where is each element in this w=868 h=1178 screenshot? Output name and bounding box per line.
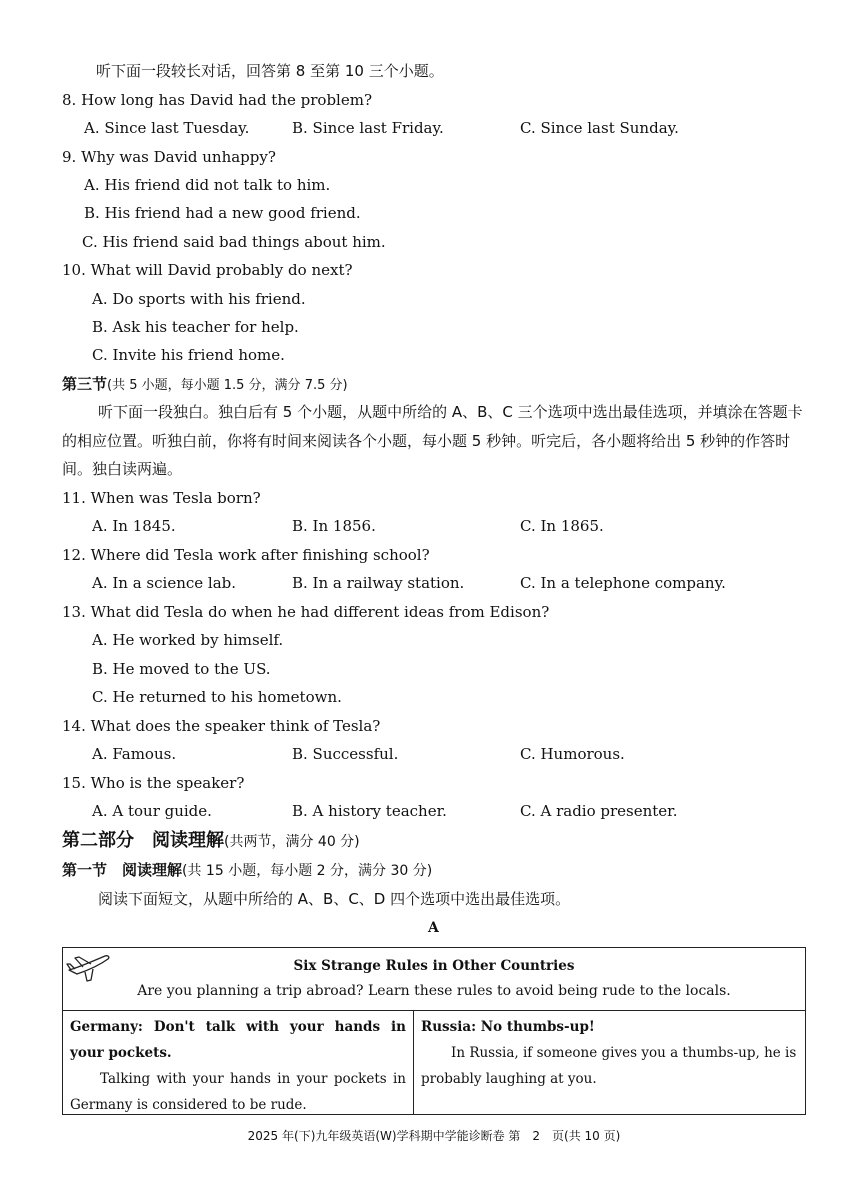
question-8: 8. How long has David had the problem? — [62, 91, 372, 109]
dialogue-intro: 听下面一段较长对话，回答第 8 至第 10 三个小题。 — [96, 62, 444, 80]
section-3-note: (共 5 小题，每小题 1.5 分，满分 7.5 分) — [107, 378, 348, 393]
question-14: 14. What does the speaker think of Tesla? — [62, 717, 381, 735]
page-footer: 2025 年(下)九年级英语(W)学科期中学能诊断卷 第 2 页(共 10 页) — [247, 1129, 621, 1143]
question-11: 11. When was Tesla born? — [62, 489, 261, 507]
germany-rule-cell — [63, 1010, 414, 1114]
reading-instructions: 阅读下面短文，从题中所给的 A、B、C、D 四个选项中选出最佳选项。 — [98, 890, 571, 908]
rules-table-title: Six Strange Rules in Other Countries — [293, 958, 575, 974]
q8-option-c: C. Since last Sunday. — [520, 119, 679, 137]
q12-option-b: B. In a railway station. — [292, 574, 465, 592]
q14-option-c: C. Humorous. — [520, 745, 625, 763]
q9-option-c: C. His friend said bad things about him. — [82, 233, 386, 251]
part-2-note: (共两节，满分 40 分) — [224, 834, 360, 850]
rules-table-subtitle: Are you planning a trip abroad? Learn these rules to avoid being rude to the locals. — [137, 983, 731, 999]
question-13: 13. What did Tesla do when he had different ideas from Edison? — [62, 603, 550, 621]
question-9: 9. Why was David unhappy? — [62, 148, 276, 166]
section-3-header — [62, 374, 348, 396]
q14-option-a: A. Famous. — [92, 745, 177, 763]
q12-option-a: A. In a science lab. — [92, 574, 237, 592]
q15-option-c: C. A radio presenter. — [520, 802, 678, 820]
q15-option-a: A. A tour guide. — [92, 802, 212, 820]
germany-rule-body: Talking with your hands in your pockets in Germany is considered to be rude. — [70, 1071, 406, 1113]
q11-option-b: B. In 1856. — [292, 517, 376, 535]
reading-section-title: 第一节 阅读理解 — [62, 861, 183, 879]
reading-section-header — [62, 860, 432, 881]
q10-option-a: A. Do sports with his friend. — [92, 290, 306, 308]
passage-label: A — [428, 920, 439, 936]
q11-option-c: C. In 1865. — [520, 517, 604, 535]
part-2-title: 第二部分 阅读理解 — [62, 830, 224, 851]
germany-rule-heading: Germany: Don't talk with your hands in your pockets. — [70, 1019, 406, 1061]
section-3-instructions: 听下面一段独白。独白后有 5 个小题，从题中所给的 A、B、C 三个选项中选出最佳选项，并填涂在答题卡的相应位置。听独白前，你将有时间来阅读各个小题，每小题 5 秒钟。听完后，各小题将给出 5 秒钟的作答时间。独白读两遍。 — [62, 403, 803, 478]
question-10: 10. What will David probably do next? — [62, 261, 353, 279]
q13-option-a: A. He worked by himself. — [92, 631, 284, 649]
q10-option-c: C. Invite his friend home. — [92, 346, 285, 364]
q9-option-b: B. His friend had a new good friend. — [84, 204, 361, 222]
q12-option-c: C. In a telephone company. — [520, 574, 726, 592]
russia-rule-heading: Russia: No thumbs-up! — [421, 1019, 595, 1035]
reading-section-note: (共 15 小题，每小题 2 分，满分 30 分) — [182, 863, 433, 879]
part-2-header — [62, 831, 360, 852]
question-12: 12. Where did Tesla work after finishing school? — [62, 546, 430, 564]
q8-option-a: A. Since last Tuesday. — [84, 119, 250, 137]
russia-rule-body: In Russia, if someone gives you a thumbs-up, he is probably laughing at you. — [421, 1045, 797, 1087]
rules-table — [62, 947, 806, 1115]
section-3-title: 第三节 — [62, 375, 108, 393]
q8-option-b: B. Since last Friday. — [292, 119, 444, 137]
q9-option-a: A. His friend did not talk to him. — [84, 176, 331, 194]
q15-option-b: B. A history teacher. — [292, 802, 447, 820]
q13-option-c: C. He returned to his hometown. — [92, 688, 342, 706]
question-15: 15. Who is the speaker? — [62, 774, 245, 792]
russia-rule-cell — [414, 1010, 805, 1114]
q13-option-b: B. He moved to the US. — [92, 660, 271, 678]
rules-table-header — [63, 948, 805, 1011]
q11-option-a: A. In 1845. — [92, 517, 176, 535]
q10-option-b: B. Ask his teacher for help. — [92, 318, 299, 336]
q14-option-b: B. Successful. — [292, 745, 399, 763]
